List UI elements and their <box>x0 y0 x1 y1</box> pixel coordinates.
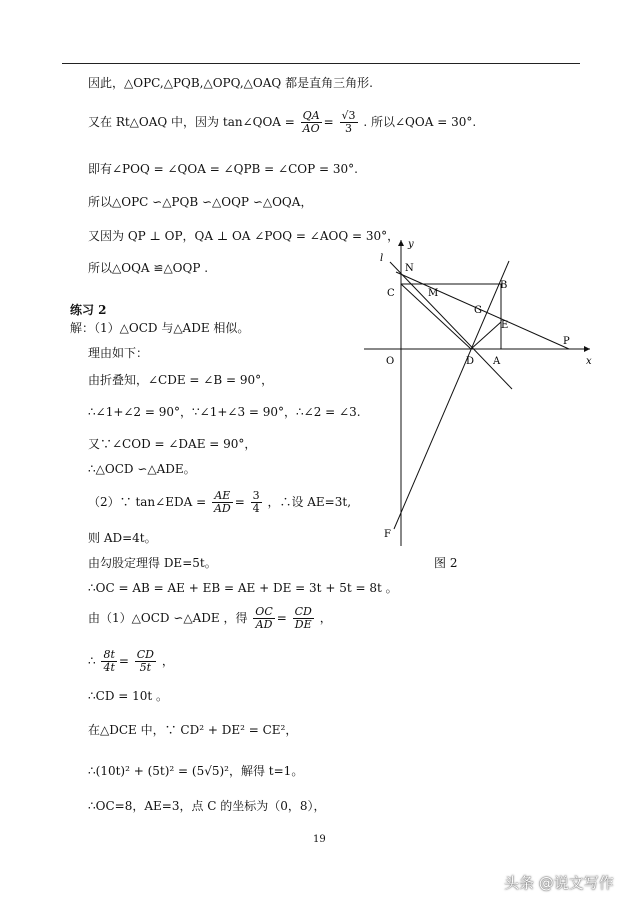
label-l: l <box>380 253 384 264</box>
fraction-3-4: $\frac{3}{4}$ <box>252 489 260 516</box>
fraction-oc-ad: $\frac{OC}{AD}$ <box>255 605 273 632</box>
text-line-9: 由折叠知，∠CDE = ∠B = 90°， <box>88 373 274 387</box>
fraction-cd-de: $\frac{CD}{DE}$ <box>294 605 312 632</box>
text-line-4: 所以△OPC ∽△PQB ∽△OQP ∽△OQA， <box>88 195 313 209</box>
text-line-1: 因此，△OPC,△PQB,△OPQ,△OAQ 都是直角三角形. <box>88 76 373 90</box>
label-p: P <box>563 336 570 347</box>
text-line-17: 由（1）△OCD ∽△ADE ，得 $\frac{OC}{AD}$ = $\frac{CD}{DE}$ ， <box>88 605 332 632</box>
text-line-8: 理由如下： <box>88 346 149 360</box>
label-g: G <box>474 305 482 316</box>
fraction-cd-5t: $\frac{CD}{5t}$ <box>136 648 155 675</box>
text-line-13: （2）∵ tan∠EDA = $\frac{AE}{AD}$ = $\frac{3}{4}$ ，∴设 AE=3t, <box>88 489 352 516</box>
text-line-18-post: ， <box>161 654 174 669</box>
label-x: x <box>586 356 592 367</box>
fraction-8t-4t: $\frac{8t}{4t}$ <box>103 648 115 675</box>
label-e: E <box>501 320 509 331</box>
text-line-7: 解：（1）△OCD 与△ADE 相似。 <box>70 321 250 335</box>
fraction-ae-ad: $\frac{AE}{AD}$ <box>213 489 231 516</box>
text-line-13-post: ，∴设 AE=3t, <box>267 495 352 510</box>
rectangle-cb-ba <box>401 284 501 349</box>
label-a: A <box>493 356 501 367</box>
label-b: B <box>500 280 508 291</box>
text-line-19: ∴CD = 10t 。 <box>88 689 169 703</box>
text-line-18-pre: ∴ <box>88 654 96 669</box>
text-line-13-pre: （2）∵ tan∠EDA = <box>88 495 207 510</box>
text-line-20: 在△DCE 中，∵ CD² + DE² = CE²， <box>88 723 298 737</box>
label-y: y <box>408 239 414 250</box>
watermark: 头条 @说文写作 <box>504 874 614 892</box>
page-number: 19 <box>313 834 326 845</box>
header-rule <box>62 63 580 64</box>
label-o: O <box>386 356 395 367</box>
text-line-6: 所以△OQA ≌△OQP . <box>88 261 209 275</box>
text-line-10: ∴∠1+∠2 = 90°，∵∠1+∠3 = 90°，∴∠2 = ∠3. <box>88 405 361 419</box>
text-line-11: 又∵∠COD = ∠DAE = 90°， <box>88 437 257 451</box>
text-line-22: ∴OC=8，AE=3，点 C 的坐标为（0，8）， <box>88 799 326 813</box>
text-line-2: 又在 Rt△OAQ 中，因为 tan∠QOA = $\frac{QA}{AO}$ = $\frac{√3}{3}$ . 所以∠QOA = 30°. <box>88 109 477 136</box>
line-l <box>390 262 512 389</box>
text-line-3: 即有∠POQ = ∠QOA = ∠QPB = ∠COP = 30°. <box>88 162 358 176</box>
text-line-17-pre: 由（1）△OCD ∽△ADE ，得 <box>88 611 248 626</box>
label-d: D <box>466 356 475 367</box>
text-line-2-pre: 又在 Rt△OAQ 中，因为 tan∠QOA = <box>88 115 295 130</box>
text-line-14: 则 AD=4t。 <box>88 531 157 545</box>
text-line-16: ∴OC = AB = AE + EB = AE + DE = 3t + 5t = 8t 。 <box>88 581 398 595</box>
geometry-figure <box>364 234 604 554</box>
text-line-12: ∴△OCD ∽△ADE。 <box>88 462 196 476</box>
text-line-17-post: ， <box>319 611 332 626</box>
label-c: C <box>387 288 395 299</box>
segment-de <box>471 322 501 349</box>
text-line-15: 由勾股定理得 DE=5t。 <box>88 556 217 570</box>
figure-caption: 图 2 <box>434 556 458 570</box>
text-line-18: ∴ $\frac{8t}{4t}$ = $\frac{CD}{5t}$ ， <box>88 648 174 675</box>
label-n: N <box>405 263 414 274</box>
label-m: M <box>428 288 439 299</box>
text-line-2-post: . 所以∠QOA = 30°. <box>363 115 477 130</box>
label-f: F <box>384 529 391 540</box>
line-fb <box>394 261 509 529</box>
fraction-sqrt3-3: $\frac{√3}{3}$ <box>341 109 356 136</box>
text-line-21: ∴(10t)² + (5t)² = (5√5)²，解得 t=1。 <box>88 764 304 778</box>
section-heading: 练习 2 <box>70 303 107 317</box>
fraction-qa-ao: $\frac{QA}{AO}$ <box>302 109 320 136</box>
text-line-5: 又因为 QP ⊥ OP，QA ⊥ OA ∠POQ = ∠AOQ = 30°， <box>88 229 400 243</box>
